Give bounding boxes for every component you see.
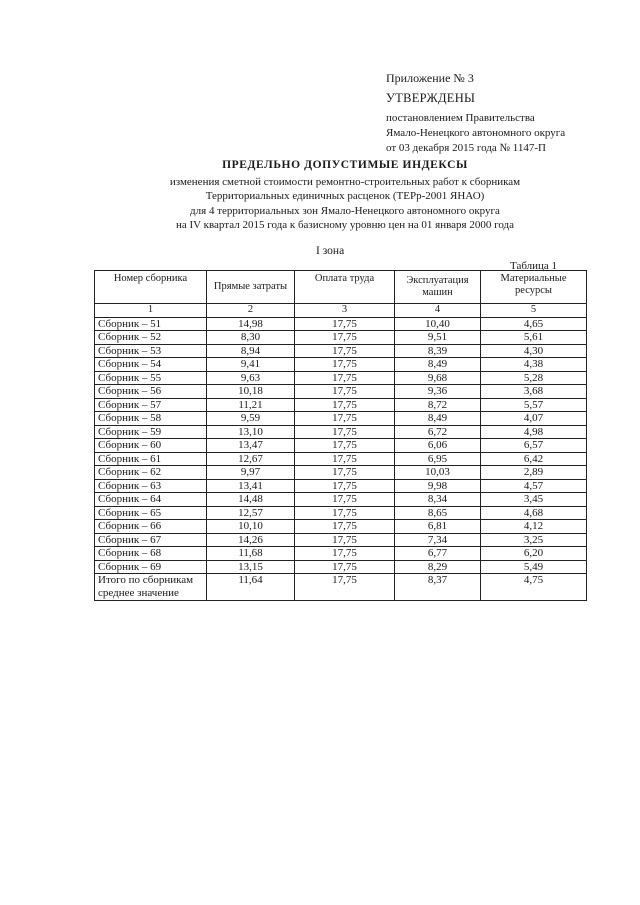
header-machine-operation: Эксплуатация машин	[395, 271, 481, 304]
direct-costs-value: 14,26	[207, 533, 295, 547]
labor-pay-value: 17,75	[295, 560, 395, 574]
column-number: 1	[95, 304, 207, 318]
header-material-resources: Материальные ресурсы	[481, 271, 587, 304]
direct-costs-value: 12,57	[207, 506, 295, 520]
material-resources-value: 5,61	[481, 331, 587, 345]
machine-operation-value: 9,51	[395, 331, 481, 345]
direct-costs-value: 12,67	[207, 452, 295, 466]
labor-pay-value: 17,75	[295, 479, 395, 493]
header-direct-costs: Прямые затраты	[207, 271, 295, 304]
collection-name: Сборник – 69	[95, 560, 207, 574]
labor-pay-value: 17,75	[295, 398, 395, 412]
collection-name: Сборник – 54	[95, 358, 207, 372]
document-heading	[90, 158, 600, 233]
material-resources-value: 6,42	[481, 452, 587, 466]
table-row	[95, 398, 587, 412]
labor-pay-value: 17,75	[295, 317, 395, 331]
collection-name: Сборник – 59	[95, 425, 207, 439]
labor-pay-value: 17,75	[295, 331, 395, 345]
material-resources-value: 5,28	[481, 371, 587, 385]
collection-name: Сборник – 61	[95, 452, 207, 466]
decree-line-3: от 03 декабря 2015 года № 1147-П	[386, 142, 546, 155]
direct-costs-value: 13,41	[207, 479, 295, 493]
table-row	[95, 371, 587, 385]
collection-name: Сборник – 57	[95, 398, 207, 412]
table-row	[95, 385, 587, 399]
direct-costs-value: 13,10	[207, 425, 295, 439]
collection-name: Сборник – 51	[95, 317, 207, 331]
machine-operation-value: 8,29	[395, 560, 481, 574]
heading-line-2: Территориальных единичных расценок (ТЕРр-2001 ЯНАО)	[205, 190, 485, 202]
direct-costs-value: 11,68	[207, 547, 295, 561]
direct-costs-value: 8,94	[207, 344, 295, 358]
material-resources-value: 4,07	[481, 412, 587, 426]
labor-pay-value: 17,75	[295, 371, 395, 385]
appendix-label: Приложение № 3	[386, 71, 474, 85]
direct-costs-value: 9,59	[207, 412, 295, 426]
collection-name: Сборник – 62	[95, 466, 207, 480]
material-resources-value: 6,20	[481, 547, 587, 561]
collection-name: Сборник – 53	[95, 344, 207, 358]
machine-operation-value: 6,06	[395, 439, 481, 453]
collection-name: Сборник – 64	[95, 493, 207, 507]
material-resources-value: 4,98	[481, 425, 587, 439]
column-number-row	[95, 304, 587, 318]
decree-line-2: Ямало-Ненецкого автономного округа	[386, 127, 566, 140]
table-row	[95, 358, 587, 372]
machine-operation-value: 9,98	[395, 479, 481, 493]
approved-label: УТВЕРЖДЕНЫ	[386, 91, 476, 106]
table-row	[95, 344, 587, 358]
material-resources-value: 5,57	[481, 398, 587, 412]
total-machine-operation: 8,37	[395, 574, 481, 601]
table-row	[95, 479, 587, 493]
material-resources-value: 4,57	[481, 479, 587, 493]
labor-pay-value: 17,75	[295, 506, 395, 520]
header-collection-number: Номер сборника	[95, 271, 207, 304]
column-number: 3	[295, 304, 395, 318]
machine-operation-value: 6,81	[395, 520, 481, 534]
direct-costs-value: 10,18	[207, 385, 295, 399]
table-row	[95, 560, 587, 574]
direct-costs-value: 9,41	[207, 358, 295, 372]
machine-operation-value: 9,36	[395, 385, 481, 399]
labor-pay-value: 17,75	[295, 439, 395, 453]
direct-costs-value: 10,10	[207, 520, 295, 534]
direct-costs-value: 9,97	[207, 466, 295, 480]
total-label	[95, 574, 207, 601]
table-row	[95, 547, 587, 561]
machine-operation-value: 9,68	[395, 371, 481, 385]
material-resources-value: 3,68	[481, 385, 587, 399]
collection-name: Сборник – 56	[95, 385, 207, 399]
collection-name: Сборник – 68	[95, 547, 207, 561]
labor-pay-value: 17,75	[295, 533, 395, 547]
direct-costs-value: 14,98	[207, 317, 295, 331]
machine-operation-value: 7,34	[395, 533, 481, 547]
table-header-row	[95, 271, 587, 304]
direct-costs-value: 8,30	[207, 331, 295, 345]
total-material-resources: 4,75	[481, 574, 587, 601]
collection-name: Сборник – 52	[95, 331, 207, 345]
column-number: 2	[207, 304, 295, 318]
indices-table	[94, 270, 587, 601]
labor-pay-value: 17,75	[295, 425, 395, 439]
labor-pay-value: 17,75	[295, 358, 395, 372]
labor-pay-value: 17,75	[295, 452, 395, 466]
table-row	[95, 520, 587, 534]
material-resources-value: 4,30	[481, 344, 587, 358]
total-label-line-1: Итого по сборникам	[98, 574, 194, 586]
approval-block	[386, 70, 616, 156]
table-row	[95, 466, 587, 480]
direct-costs-value: 9,63	[207, 371, 295, 385]
collection-name: Сборник – 58	[95, 412, 207, 426]
zone-label: I зона	[316, 245, 345, 257]
machine-operation-value: 8,65	[395, 506, 481, 520]
material-resources-value: 5,49	[481, 560, 587, 574]
table-label: Таблица 1	[510, 260, 558, 272]
machine-operation-value: 6,77	[395, 547, 481, 561]
table-row	[95, 506, 587, 520]
direct-costs-value: 13,15	[207, 560, 295, 574]
table-row	[95, 493, 587, 507]
total-direct-costs: 11,64	[207, 574, 295, 601]
material-resources-value: 3,45	[481, 493, 587, 507]
collection-name: Сборник – 67	[95, 533, 207, 547]
labor-pay-value: 17,75	[295, 520, 395, 534]
heading-line-1: изменения сметной стоимости ремонтно-строительных работ к сборникам	[169, 175, 521, 188]
table-row	[95, 317, 587, 331]
machine-operation-value: 10,40	[395, 317, 481, 331]
labor-pay-value: 17,75	[295, 412, 395, 426]
labor-pay-value: 17,75	[295, 385, 395, 399]
machine-operation-value: 10,03	[395, 466, 481, 480]
direct-costs-value: 11,21	[207, 398, 295, 412]
material-resources-value: 3,25	[481, 533, 587, 547]
material-resources-value: 4,68	[481, 506, 587, 520]
material-resources-value: 2,89	[481, 466, 587, 480]
table-row	[95, 533, 587, 547]
collection-name: Сборник – 63	[95, 479, 207, 493]
decree-line-1: постановлением Правительства	[386, 112, 535, 125]
table-row	[95, 452, 587, 466]
direct-costs-value: 14,48	[207, 493, 295, 507]
material-resources-value: 6,57	[481, 439, 587, 453]
labor-pay-value: 17,75	[295, 466, 395, 480]
machine-operation-value: 6,72	[395, 425, 481, 439]
collection-name: Сборник – 55	[95, 371, 207, 385]
labor-pay-value: 17,75	[295, 344, 395, 358]
machine-operation-value: 8,49	[395, 412, 481, 426]
labor-pay-value: 17,75	[295, 493, 395, 507]
total-label-line-2: среднее значение	[98, 586, 179, 599]
material-resources-value: 4,38	[481, 358, 587, 372]
table-row	[95, 331, 587, 345]
labor-pay-value: 17,75	[295, 547, 395, 561]
machine-operation-value: 8,72	[395, 398, 481, 412]
machine-operation-value: 6,95	[395, 452, 481, 466]
heading-line-4: на IV квартал 2015 года к базисному уровню цен на 01 января 2000 года	[175, 219, 514, 231]
total-row	[95, 574, 587, 601]
machine-operation-value: 8,49	[395, 358, 481, 372]
machine-operation-value: 8,34	[395, 493, 481, 507]
material-resources-value: 4,12	[481, 520, 587, 534]
machine-operation-value: 8,39	[395, 344, 481, 358]
table-row	[95, 412, 587, 426]
table-row	[95, 439, 587, 453]
collection-name: Сборник – 65	[95, 506, 207, 520]
collection-name: Сборник – 60	[95, 439, 207, 453]
collection-name: Сборник – 66	[95, 520, 207, 534]
table-row	[95, 425, 587, 439]
material-resources-value: 4,65	[481, 317, 587, 331]
column-number: 4	[395, 304, 481, 318]
column-number: 5	[481, 304, 587, 318]
heading-line-3: для 4 территориальных зон Ямало-Ненецкого автономного округа	[190, 204, 500, 217]
total-labor-pay: 17,75	[295, 574, 395, 601]
document-title: ПРЕДЕЛЬНО ДОПУСТИМЫЕ ИНДЕКСЫ	[222, 159, 468, 171]
direct-costs-value: 13,47	[207, 439, 295, 453]
header-labor-pay: Оплата труда	[295, 271, 395, 304]
